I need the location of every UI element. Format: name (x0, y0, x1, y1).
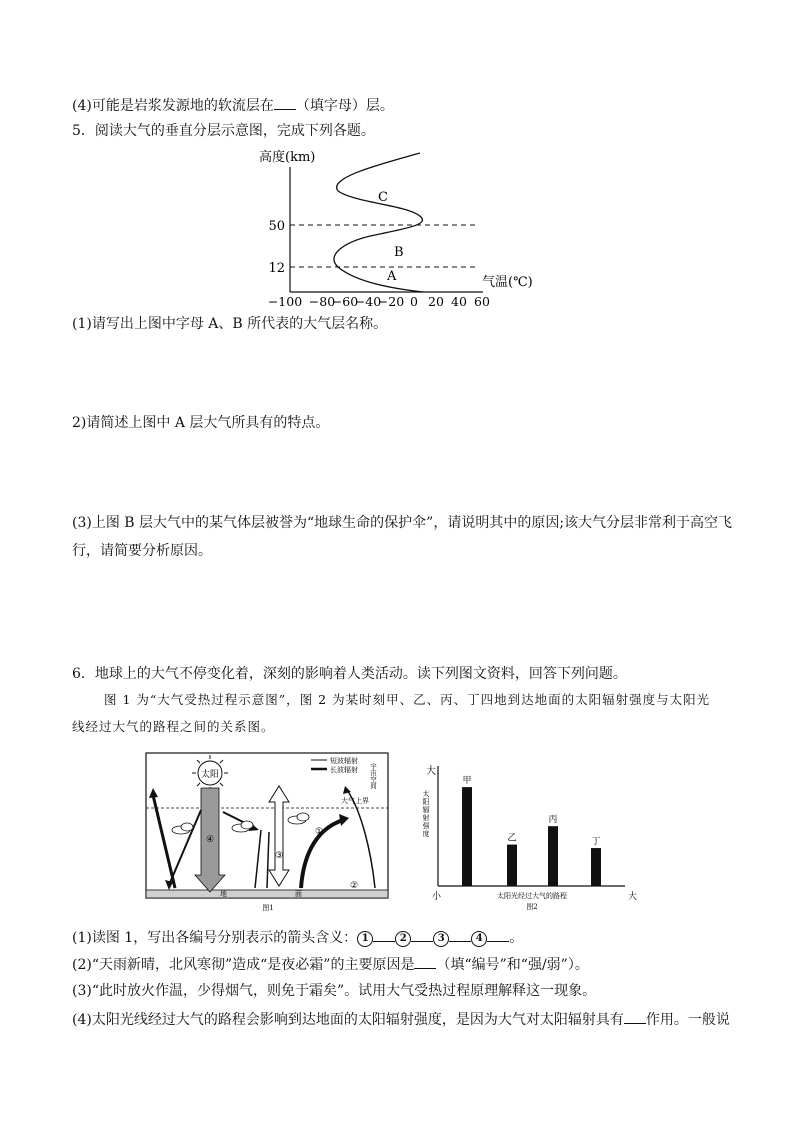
layer-label-c: C (378, 190, 388, 205)
fig1-caption: 图1 (262, 904, 274, 912)
x-tick: −40 (354, 294, 382, 308)
ground-label-left: 地 (220, 890, 227, 898)
circled-2: 2 (395, 931, 411, 947)
temperature-curve (334, 153, 423, 292)
q6-part2-prefix: (2)“天雨新晴，北风寒彻”造成“是夜必霜”的主要原因是 (72, 957, 415, 973)
chart-ylabel: 高度(km) (259, 150, 316, 165)
ground-label-right: 面 (295, 890, 302, 898)
q6-part3: (3)“此时放火作温，少得烟气，则免于霜矣”。试用大气受热过程原理解释这一现象。 (72, 983, 597, 999)
bar-label-4: 丁 (591, 837, 601, 848)
x-tick: −80 (308, 294, 336, 308)
answer-blank[interactable] (274, 95, 296, 110)
answer-blank[interactable] (624, 1009, 646, 1024)
answer-blank[interactable] (414, 954, 436, 969)
circled-3: 3 (433, 931, 449, 947)
q5-sub3-line2: 行，请简要分析原因。 (72, 543, 212, 559)
bar-label-3: 丙 (548, 815, 558, 826)
answer-blank-1[interactable] (373, 927, 395, 942)
x-tick: −100 (267, 294, 303, 308)
mark-1: ① (314, 827, 324, 837)
atmosphere-layers-chart (245, 143, 545, 308)
circled-1: 1 (357, 931, 373, 947)
q6-part2 (72, 954, 589, 975)
q6-intro-line1: 图 1 为“大气受热过程示意图”，图 2 为某时刻甲、乙、丙、丁四地到达地面的太阳辐射强度与太阳光 (104, 692, 711, 707)
layer-label-b: B (394, 245, 404, 260)
q5-stem: 5．阅读大气的垂直分层示意图，完成下列各题。 (72, 123, 375, 139)
q5-sub1: (1)请写出上图中字母 A、B 所代表的大气层名称。 (72, 316, 388, 332)
x-tick: 0 (410, 294, 418, 308)
x-tick: 20 (428, 294, 444, 308)
fig2-xlabel: 太阳光经过大气的路程 (497, 892, 567, 900)
ground-strip (146, 890, 388, 898)
figure1-heating-process (143, 750, 393, 915)
circled-4: 4 (471, 931, 487, 947)
q6-part1-prefix: (1)读图 1，写出各编号分别表示的箭头含义： (72, 930, 358, 946)
legend-long-wave: 长波辐射 (330, 766, 358, 774)
sun-label: 太阳 (200, 770, 220, 780)
q4-part4-prefix: (4)可能是岩浆发源地的软流层在 (72, 98, 274, 114)
chart-xlabel: 气温(℃) (482, 275, 533, 290)
q6-intro-line2: 线经过大气的路程之间的关系图。 (72, 719, 275, 734)
q6-part1 (72, 927, 523, 948)
y-tick-50: 50 (268, 219, 285, 234)
figure2-radiation-bar-chart (420, 758, 645, 916)
bar-4 (591, 848, 601, 886)
fig2-ylabel: 太阳辐射强度 (422, 790, 430, 838)
q6-part1-suffix: 。 (509, 930, 524, 946)
q6-part4-suffix: 作用。一般说 (645, 1012, 730, 1028)
mark-4: ④ (205, 835, 215, 845)
q5-sub2: 2)请简述上图中 A 层大气所具有的特点。 (72, 415, 330, 431)
x-tick: 40 (451, 294, 467, 308)
answer-blank-4[interactable] (487, 927, 509, 942)
bar-2 (507, 845, 517, 886)
atmosphere-top-label: 大气上界 (341, 797, 369, 805)
q5-sub3-line1: (3)上图 B 层大气中的某气体层被誉为“地球生命的保护伞”，请说明其中的原因;该大气分层非常利于高空飞 (72, 515, 733, 531)
x-tick: −60 (331, 294, 359, 308)
bar-3 (548, 826, 558, 886)
q4-part4 (72, 95, 394, 116)
q6-part2-suffix: （填“编号”和“强/弱”）。 (436, 957, 589, 973)
bar-label-2: 乙 (507, 833, 517, 844)
q4-part4-suffix: （填字母）层。 (295, 98, 394, 114)
x-tick: 60 (474, 294, 490, 308)
mark-2: ② (349, 881, 359, 891)
fig2-caption: 图2 (526, 903, 538, 911)
answer-blank-3[interactable] (449, 927, 471, 942)
x-tick: −20 (377, 294, 405, 308)
bar-1 (462, 787, 472, 886)
mark-3: ③ (274, 851, 284, 861)
answer-blank-2[interactable] (411, 927, 433, 942)
x-axis-end-label: 大 (628, 892, 638, 902)
x-axis-start-label: 小 (432, 892, 442, 902)
q6-part4 (72, 1009, 730, 1030)
q6-stem: 6．地球上的大气不停变化着，深刻的影响着人类活动。读下列图文资料，回答下列问题。 (72, 666, 627, 682)
space-label: 宇宙空间 (369, 763, 377, 789)
y-tick-12: 12 (268, 261, 285, 276)
layer-label-a: A (387, 269, 397, 284)
bar-label-1: 甲 (462, 776, 472, 787)
y-axis-top-label: 大 (426, 766, 436, 777)
q6-part4-prefix: (4)太阳光线经过大气的路程会影响到达地面的太阳辐射强度，是因为大气对太阳辐射具有 (72, 1012, 624, 1028)
legend-short-wave: 短波辐射 (330, 757, 358, 765)
